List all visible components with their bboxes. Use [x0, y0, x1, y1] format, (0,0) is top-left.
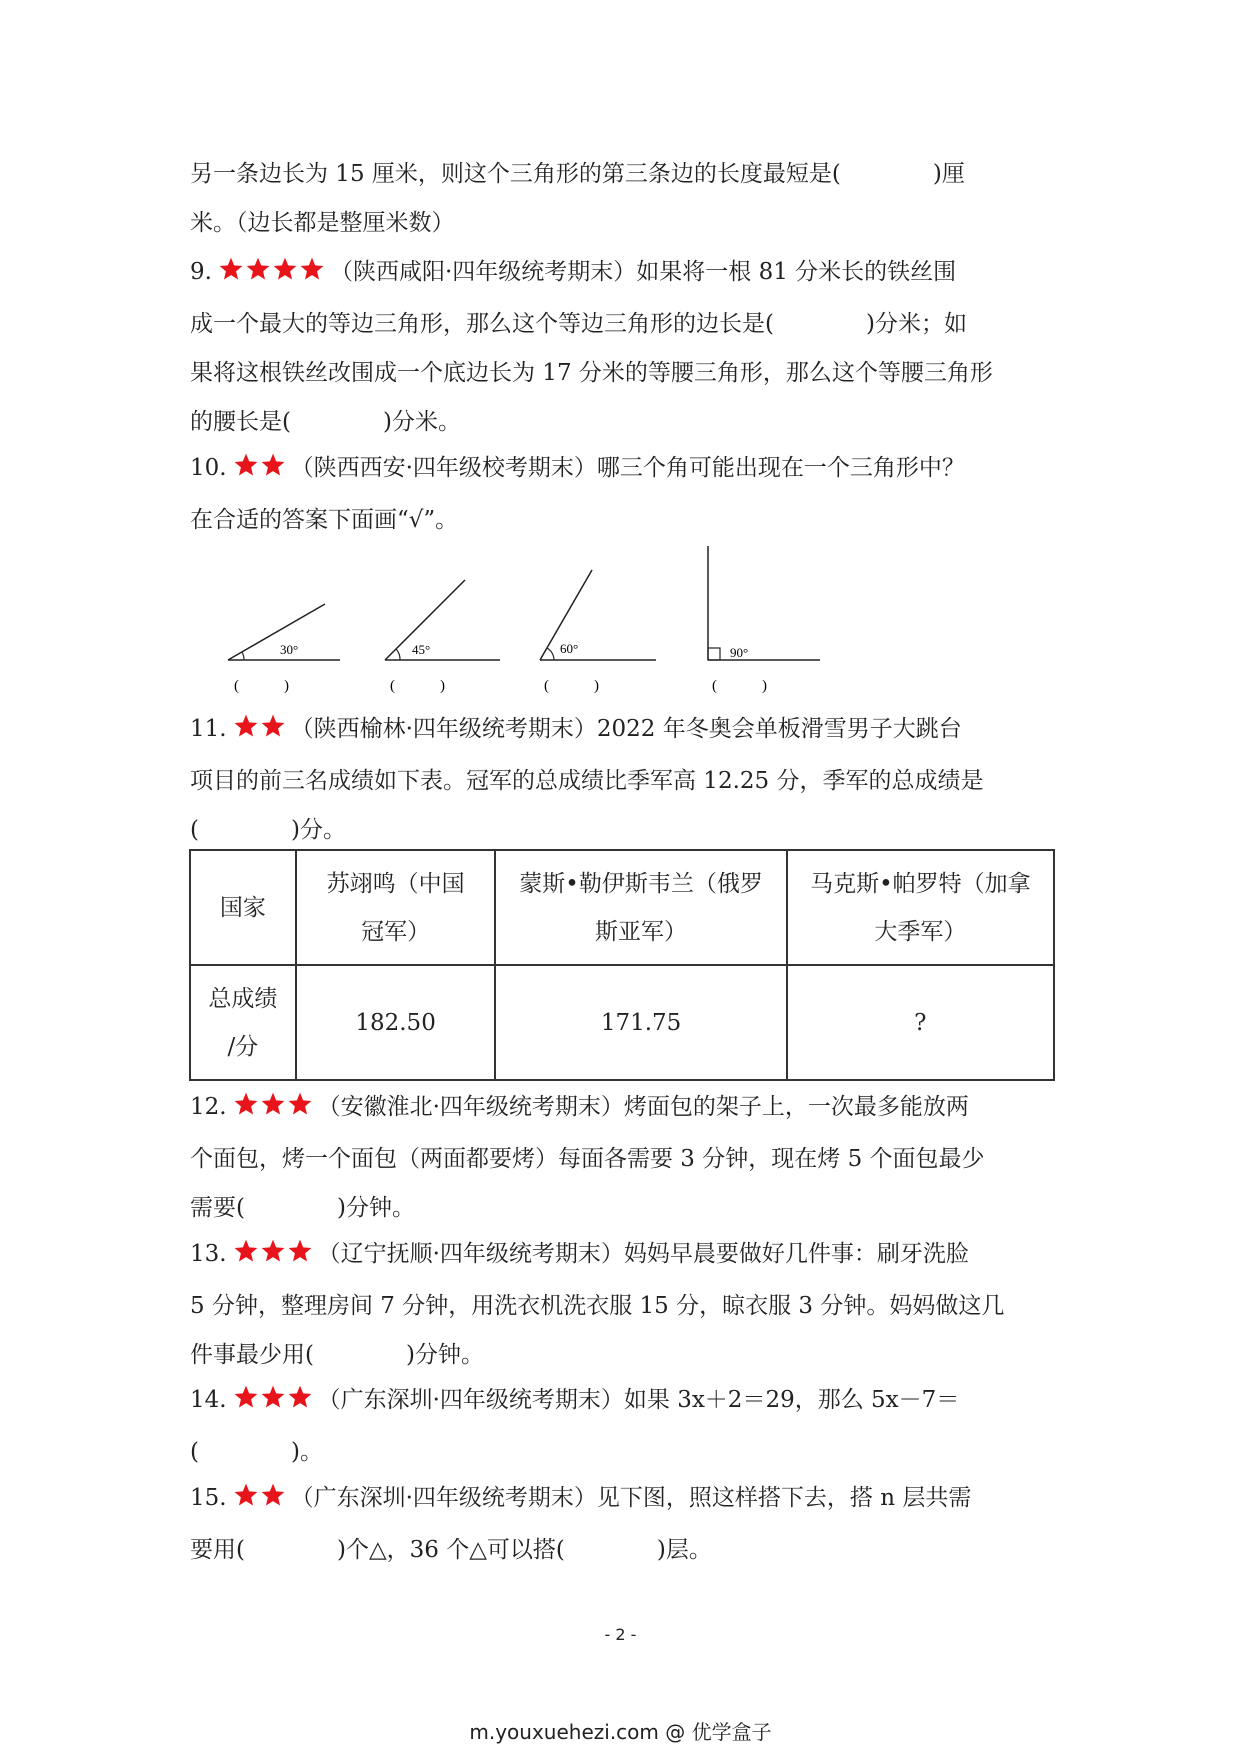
star-icon — [287, 1238, 313, 1264]
star-icon — [218, 256, 244, 282]
cell-line: 蒙斯•勒伊斯韦兰（俄罗 — [519, 870, 763, 897]
q11-line-1: （陕西榆林·四年级统考期末）2022 年冬奥会单板滑雪男子大跳台 — [290, 716, 962, 742]
star-icon — [260, 1238, 286, 1264]
star-icon — [233, 1238, 259, 1264]
q12-number: 12. — [190, 1094, 227, 1120]
star-icon — [260, 452, 286, 478]
q11-line-3: ( )分。 — [190, 817, 346, 843]
difficulty-stars — [233, 1477, 287, 1526]
q8-line-2: 米。（边长都是整厘米数） — [190, 210, 455, 236]
angle-90 — [708, 546, 820, 694]
cell-line: 大季军） — [874, 918, 967, 945]
q11-line-2: 项目的前三名成绩如下表。冠军的总成绩比季军高 12.25 分，季军的总成绩是 — [190, 768, 984, 794]
cell-line: 苏翊鸣（中国 — [326, 870, 465, 897]
q9-line-4: 的腰长是( )分米。 — [190, 409, 461, 435]
angle-60 — [540, 570, 656, 694]
page-number: - 2 - — [604, 1625, 637, 1644]
angle-30 — [228, 604, 340, 694]
star-icon — [260, 1482, 286, 1508]
angle-label: 45° — [412, 642, 431, 657]
table-cell — [787, 850, 1054, 965]
star-icon — [233, 1384, 259, 1410]
answer-blank[interactable]: ( ) — [544, 678, 599, 694]
question-13 — [190, 1230, 1060, 1380]
star-icon — [287, 1384, 313, 1410]
question-14 — [190, 1376, 1060, 1477]
q12-line-2: 个面包，烤一个面包（两面都要烤）每面各需要 3 分钟，现在烤 5 个面包最少 — [190, 1146, 985, 1172]
difficulty-stars — [218, 251, 326, 300]
question-9 — [190, 248, 1060, 447]
table-cell — [190, 965, 296, 1080]
q15-line-2: 要用( )个△，36 个△可以搭( )层。 — [190, 1537, 712, 1563]
footer-watermark: m.youxuehezi.com @ 优学盒子 — [469, 1720, 772, 1744]
star-icon — [260, 1384, 286, 1410]
star-icon — [233, 1091, 259, 1117]
q9-line-3: 果将这根铁丝改围成一个底边长为 17 分米的等腰三角形，那么这个等腰三角形 — [190, 360, 993, 386]
table-cell: 171.75 — [495, 965, 786, 1080]
table-cell: 182.50 — [296, 965, 496, 1080]
angle-label: 90° — [730, 645, 749, 660]
difficulty-stars — [233, 1379, 314, 1428]
angles-figure — [220, 540, 840, 700]
q9-number: 9. — [190, 259, 212, 285]
table-header-row — [190, 850, 1054, 965]
difficulty-stars — [233, 447, 287, 496]
star-icon — [260, 713, 286, 739]
star-icon — [245, 256, 271, 282]
q13-line-2: 5 分钟，整理房间 7 分钟，用洗衣机洗衣服 15 分，晾衣服 3 分钟。妈妈做这几 — [190, 1293, 1005, 1319]
star-icon — [299, 256, 325, 282]
table-cell: ? — [787, 965, 1054, 1080]
angle-label: 30° — [280, 642, 299, 657]
answer-blank[interactable]: ( ) — [390, 678, 445, 694]
q10-line-1: （陕西西安·四年级校考期末）哪三个角可能出现在一个三角形中？ — [290, 455, 965, 481]
question-15 — [190, 1474, 1060, 1575]
q14-number: 14. — [190, 1387, 227, 1413]
table-cell: 国家 — [190, 850, 296, 965]
angle-label: 60° — [560, 641, 579, 656]
star-icon — [233, 452, 259, 478]
difficulty-stars — [233, 1086, 314, 1135]
question-10 — [190, 444, 1060, 545]
question-12 — [190, 1083, 1060, 1233]
q13-number: 13. — [190, 1241, 227, 1267]
q14-line-2: ( )。 — [190, 1439, 323, 1465]
cell-line: 总成绩 — [208, 985, 278, 1012]
cell-line: 冠军） — [361, 918, 431, 945]
question-8-continuation — [190, 150, 1060, 248]
q11-number: 11. — [190, 716, 227, 742]
table-row — [190, 965, 1054, 1080]
q15-line-1: （广东深圳·四年级统考期末）见下图，照这样搭下去，搭 n 层共需 — [290, 1485, 972, 1511]
star-icon — [272, 256, 298, 282]
cell-line: /分 — [227, 1033, 259, 1060]
q10-number: 10. — [190, 455, 227, 481]
scores-table — [189, 849, 1055, 1081]
q12-line-1: （安徽淮北·四年级统考期末）烤面包的架子上，一次最多能放两 — [317, 1094, 969, 1120]
table-cell — [296, 850, 496, 965]
q9-line-1: （陕西咸阳·四年级统考期末）如果将一根 81 分米长的铁丝围 — [329, 259, 957, 285]
q8-line-1: 另一条边长为 15 厘米，则这个三角形的第三条边的长度最短是( )厘 — [190, 161, 965, 187]
star-icon — [287, 1091, 313, 1117]
star-icon — [260, 1091, 286, 1117]
q14-line-1: （广东深圳·四年级统考期末）如果 3x＋2＝29，那么 5x－7＝ — [317, 1387, 960, 1413]
star-icon — [233, 713, 259, 739]
q13-line-3: 件事最少用( )分钟。 — [190, 1342, 484, 1368]
q13-line-1: （辽宁抚顺·四年级统考期末）妈妈早晨要做好几件事：刷牙洗脸 — [317, 1241, 969, 1267]
table-cell — [495, 850, 786, 965]
difficulty-stars — [233, 708, 287, 757]
star-icon — [233, 1482, 259, 1508]
cell-line: 斯亚军） — [595, 918, 688, 945]
difficulty-stars — [233, 1233, 314, 1282]
angle-45 — [385, 580, 500, 694]
cell-line: 马克斯•帕罗特（加拿 — [810, 870, 1031, 897]
q12-line-3: 需要( )分钟。 — [190, 1195, 415, 1221]
q9-line-2: 成一个最大的等边三角形，那么这个等边三角形的边长是( )分米；如 — [190, 311, 967, 337]
q15-number: 15. — [190, 1485, 227, 1511]
answer-blank[interactable]: ( ) — [712, 678, 767, 694]
question-11 — [190, 705, 1060, 855]
q10-line-2: 在合适的答案下面画“√”。 — [190, 507, 459, 533]
answer-blank[interactable]: ( ) — [234, 678, 289, 694]
